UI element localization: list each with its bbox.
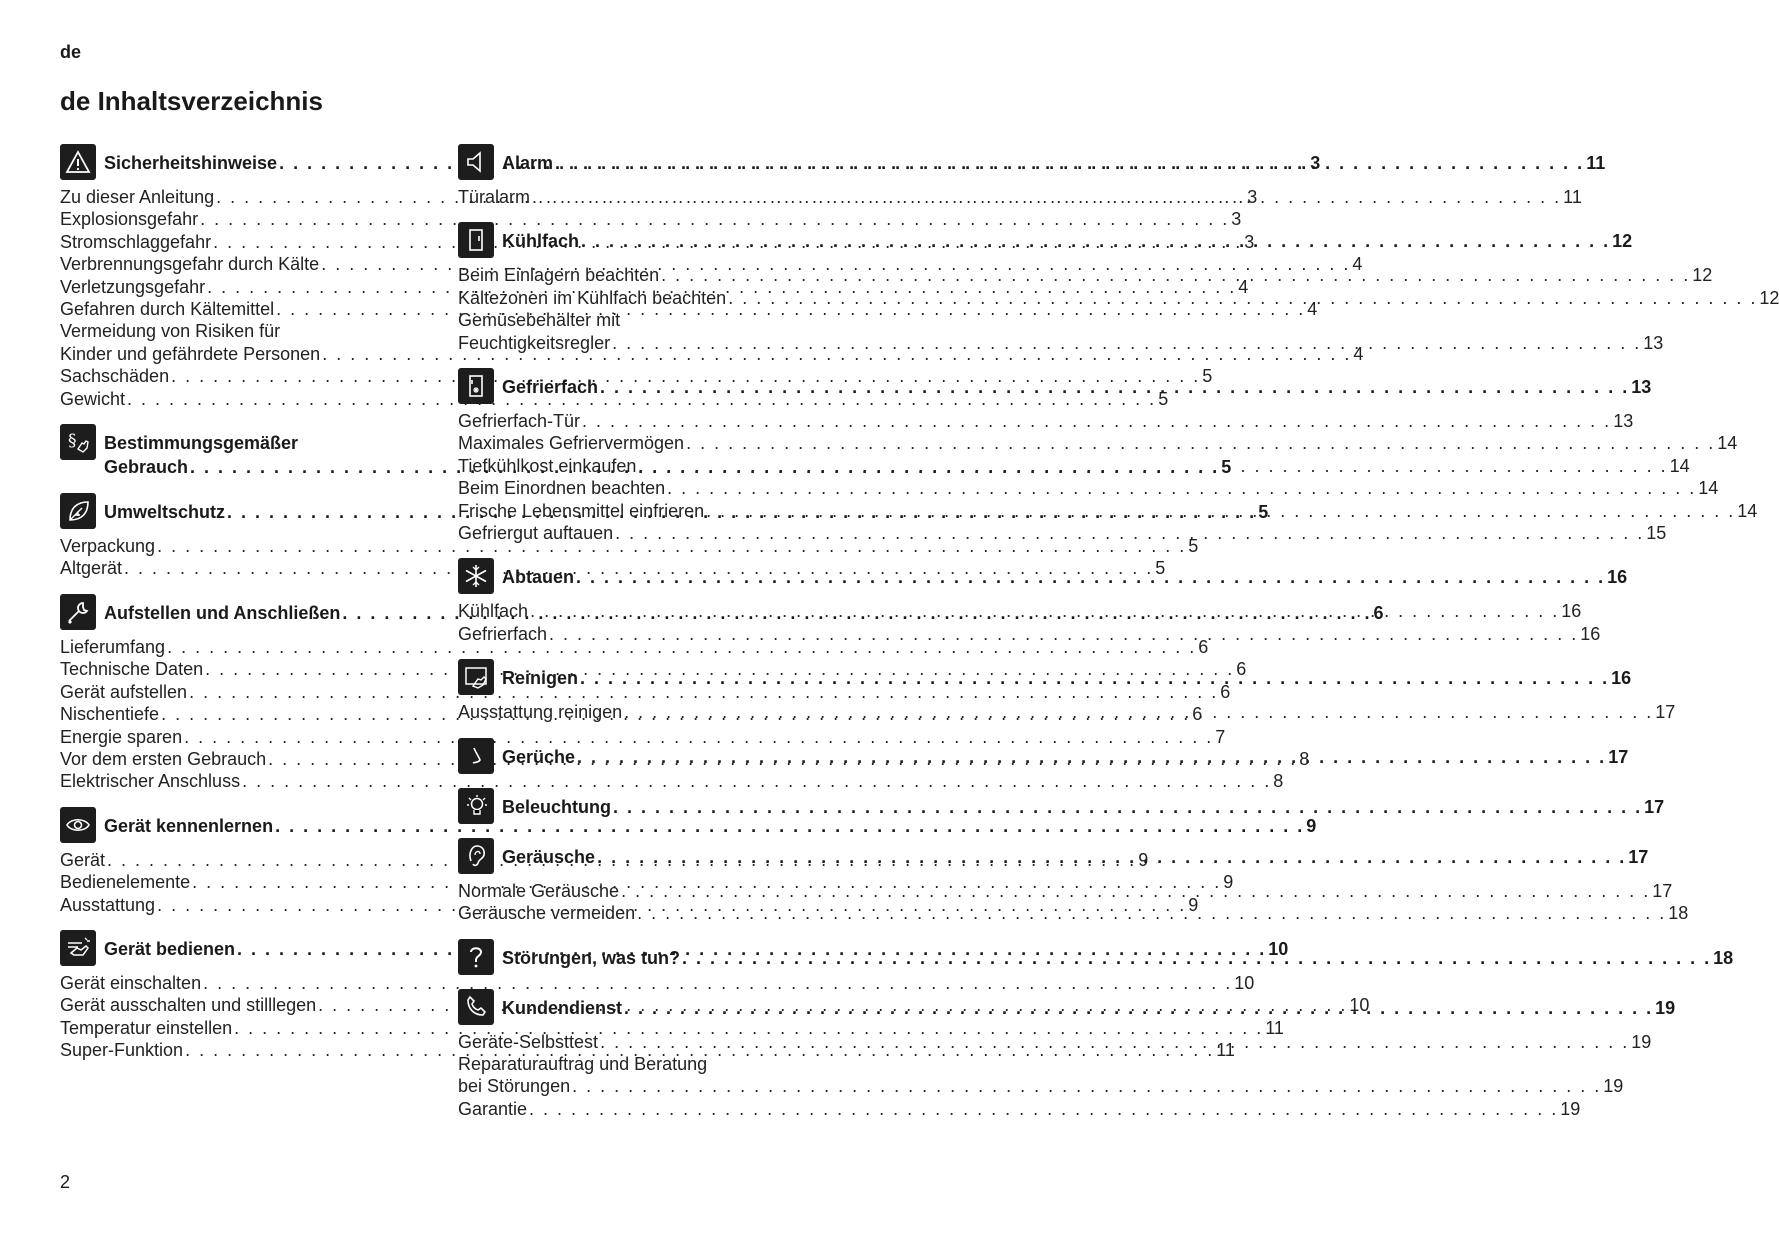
section-title <box>502 838 1648 869</box>
section-title <box>502 659 1631 690</box>
speaker-icon <box>458 144 494 180</box>
toc-section <box>458 738 1629 774</box>
toc-entry-page-number: 6 <box>1220 681 1231 702</box>
leader-dots <box>612 332 1641 354</box>
nose-icon <box>458 738 494 774</box>
toc-entry-text: Zu dieser Anleitung <box>60 187 215 207</box>
section-page-number: 5 <box>1258 502 1269 523</box>
toc-entry-text: Geräusche vermeiden <box>458 903 636 924</box>
section-title-text: Gerät bedienen <box>104 938 236 959</box>
phone-icon <box>458 989 494 1025</box>
toc-entry[interactable] <box>458 455 1690 477</box>
section-page-number: 13 <box>1631 377 1652 398</box>
snowflake-icon <box>458 558 494 594</box>
leader-dots <box>638 455 1667 477</box>
leader-dots <box>597 845 1626 869</box>
toc-entry-page-number: 7 <box>1215 726 1226 747</box>
toc-entry[interactable] <box>458 1098 1581 1120</box>
toc-entry[interactable] <box>458 522 1667 544</box>
toc-entry-text: Beim Einlagern beachten <box>458 265 660 286</box>
toc-entry-text: Gerät einschalten <box>60 972 202 993</box>
toc-section-heading[interactable] <box>458 558 1628 594</box>
toc-entry-text: Bedienelemente <box>60 872 191 893</box>
section-page-number: 16 <box>1607 567 1628 588</box>
toc-entry-page-number: 4 <box>1238 276 1249 297</box>
toc-entry[interactable] <box>60 972 1255 994</box>
toc-entry-text: Technische Daten <box>60 659 204 680</box>
toc-entry[interactable] <box>60 388 1169 410</box>
toc-entry[interactable] <box>458 500 1758 522</box>
section-title <box>502 558 1627 589</box>
section-page-number: 6 <box>1373 602 1384 623</box>
toc-entry-page-number: 11 <box>1265 1017 1284 1038</box>
toc-entry-page-number: 10 <box>1234 972 1255 993</box>
leader-dots <box>624 701 1653 723</box>
toc-entry-page-number: 9 <box>1138 849 1149 870</box>
leader-dots <box>637 902 1666 924</box>
toc-entry-page-number: 4 <box>1353 343 1364 364</box>
wrench-icon <box>60 594 96 630</box>
toc-entry-text: Verletzungsgefahr <box>60 276 206 297</box>
leader-dots <box>530 600 1559 622</box>
toc-entry-page-number: 5 <box>1188 536 1199 557</box>
section-title <box>502 989 1675 1020</box>
toc-entry[interactable] <box>458 1053 1624 1098</box>
toc-section <box>458 558 1628 645</box>
toc-entry-text: Frische Lebensmittel einfrieren <box>458 500 705 521</box>
toc-entry[interactable] <box>60 1017 1284 1039</box>
toc-entry-page-number: 9 <box>1223 872 1234 893</box>
toc-entry-page-number: 14 <box>1669 455 1690 476</box>
toc-entry-text: Kühlfach <box>458 601 529 622</box>
leader-dots <box>529 1098 1558 1120</box>
toc-entry-page-number: 6 <box>1198 636 1209 657</box>
toc-entry-text: Türalarm <box>458 187 531 207</box>
toc-entry-text: Vor dem ersten Gebrauch <box>60 748 267 769</box>
cleaning-hand-icon <box>458 659 494 695</box>
toc-entry[interactable] <box>458 701 1676 723</box>
hand-operating-icon <box>60 930 96 966</box>
toc-entry-page-number: 11 <box>1216 1040 1235 1061</box>
section-title-text: Gerät kennenlernen <box>104 815 274 836</box>
section-title-text: Umweltschutz <box>104 502 226 523</box>
fridge-door-icon <box>458 222 494 258</box>
toc-entry-text: Kinder und gefährdete Personen <box>60 343 321 364</box>
leader-dots <box>555 151 1584 175</box>
section-title-text: Beleuchtung <box>502 796 612 817</box>
toc-entry[interactable] <box>60 298 1318 320</box>
toc-entry-page-number: 5 <box>1158 388 1169 409</box>
leader-dots <box>532 186 1561 208</box>
toc-section <box>458 788 1665 824</box>
leader-dots <box>600 375 1629 399</box>
toc-section-heading[interactable] <box>458 738 1629 774</box>
leader-dots <box>682 946 1711 970</box>
toc-entry-text: Elektrischer Anschluss <box>60 771 241 792</box>
toc-entry-text: Ausstattung <box>60 894 156 915</box>
section-title-text: Störungen, was tun? <box>502 947 680 968</box>
toc-section-heading[interactable] <box>458 788 1665 824</box>
toc-entry-page-number: 6 <box>1192 704 1203 725</box>
toc-entry-page-number: 5 <box>1155 558 1166 579</box>
toc-entry-text: Gefrierfach-Tür <box>458 411 581 432</box>
toc-entry-text: Feuchtigkeitsregler <box>458 332 611 353</box>
leader-dots <box>549 623 1578 645</box>
toc-entry-page-number: 18 <box>1668 903 1689 924</box>
toc-entry-text: Verpackung <box>60 536 156 557</box>
section-page-number: 17 <box>1608 746 1629 767</box>
toc-entry-page-number: 4 <box>1307 299 1318 320</box>
section-title <box>502 222 1632 253</box>
section-title <box>502 788 1664 819</box>
toc-entry[interactable] <box>60 208 1242 230</box>
toc-entry-page-number: 13 <box>1643 332 1664 353</box>
leader-dots <box>667 477 1696 499</box>
toc-entry[interactable] <box>458 623 1601 645</box>
leader-dots <box>576 565 1605 589</box>
paragraph-hand-icon <box>60 424 96 460</box>
section-title-line: Bestimmungsgemäßer <box>104 433 299 454</box>
toc-entry[interactable] <box>458 880 1673 902</box>
toc-entry-text: Garantie <box>458 1098 528 1119</box>
section-title-text: Alarm <box>502 153 554 173</box>
leader-dots <box>621 880 1650 902</box>
toc-entry-page-number: 19 <box>1631 1031 1652 1052</box>
leader-dots <box>706 500 1735 522</box>
toc-section-heading[interactable] <box>60 807 1317 843</box>
warning-triangle-icon <box>60 144 96 180</box>
section-title-text: Kundendienst <box>502 997 622 1018</box>
toc-entry-text: Beim Einordnen beachten <box>458 478 666 499</box>
toc-entry[interactable] <box>458 287 1779 309</box>
toc-entry-text: Nischentiefe <box>60 704 160 725</box>
toc-entry-page-number: 11 <box>1563 187 1582 207</box>
toc-entry-text: Altgerät <box>60 558 123 579</box>
toc-entry-page-number: 17 <box>1655 702 1676 723</box>
toc-entry-page-number: 12 <box>1692 265 1713 286</box>
leader-dots <box>580 666 1609 690</box>
toc-entry-text: Explosionsgefahr <box>60 209 199 230</box>
toc-entry[interactable] <box>60 681 1231 703</box>
section-page-number: 19 <box>1655 997 1676 1018</box>
ear-icon <box>458 838 494 874</box>
toc-section-heading[interactable] <box>458 368 1652 404</box>
toc-entry-page-number: 5 <box>1202 366 1213 387</box>
section-title-text: Aufstellen und Anschließen <box>104 602 341 623</box>
leaf-icon <box>60 493 96 529</box>
toc-entry-page-number: 3 <box>1247 187 1258 207</box>
leader-dots <box>577 745 1606 769</box>
toc-entry-page-number: 3 <box>1231 209 1242 230</box>
toc-entry-text-line: Vermeidung von Risiken für <box>60 321 281 342</box>
freezer-icon <box>458 368 494 404</box>
leader-dots <box>686 432 1715 454</box>
toc-entry[interactable] <box>60 636 1209 658</box>
section-page-number: 16 <box>1611 668 1632 689</box>
toc-section-heading[interactable] <box>458 222 1633 258</box>
toc-entry-text: Sachschäden <box>60 366 170 387</box>
toc-entry[interactable] <box>458 410 1634 432</box>
toc-section <box>458 144 1606 208</box>
section-title-text: Geräusche <box>502 846 596 867</box>
section-title-text: Reinigen <box>502 668 579 689</box>
toc-entry-page-number: 3 <box>1244 231 1255 252</box>
section-title-text: Gerüche <box>502 746 576 767</box>
section-title-text: Gefrierfach <box>502 377 599 398</box>
toc-entry-page-number: 16 <box>1580 623 1601 644</box>
toc-entry[interactable] <box>60 770 1284 792</box>
toc-entry-page-number: 13 <box>1613 411 1634 432</box>
toc-entry-text: Gefriergut auftauen <box>458 523 614 544</box>
toc-entry-page-number: 17 <box>1652 880 1673 901</box>
section-page-number: 18 <box>1713 947 1734 968</box>
toc-entry-text: Normale Geräusche <box>458 880 620 901</box>
toc-entry[interactable] <box>458 186 1582 208</box>
leader-dots <box>613 795 1642 819</box>
toc-entry-text: Maximales Gefriervermögen <box>458 433 685 454</box>
toc-entry-page-number: 10 <box>1349 995 1370 1016</box>
toc-entry-page-number: 16 <box>1561 601 1582 622</box>
toc-entry-page-number: 12 <box>1759 287 1779 308</box>
toc-section-heading[interactable] <box>458 659 1632 695</box>
toc-entry-page-number: 9 <box>1188 894 1199 915</box>
leader-dots <box>572 1075 1601 1097</box>
toc-entry-page-number: 14 <box>1737 500 1758 521</box>
leader-dots <box>624 996 1653 1020</box>
section-title <box>502 368 1651 399</box>
toc-entry-text: Lieferumfang <box>60 636 166 657</box>
toc-entry-text: Gefahren durch Kältemittel <box>60 299 275 320</box>
section-page-number: 12 <box>1612 231 1633 252</box>
toc-entry-text: Ausstattung reinigen <box>458 702 623 723</box>
question-icon <box>458 939 494 975</box>
toc-entry-page-number: 14 <box>1698 478 1719 499</box>
toc-entry-text: Temperatur einstellen <box>60 1017 233 1038</box>
toc-entry-text-line: Gemüsebehälter mit <box>458 310 621 331</box>
leader-dots <box>728 287 1757 309</box>
svg-text:§: § <box>68 431 77 452</box>
toc-entry[interactable] <box>60 365 1213 387</box>
leader-dots <box>581 229 1610 253</box>
leader-dots <box>661 264 1690 286</box>
toc-section <box>458 838 1689 925</box>
toc-entry-text: Energie sparen <box>60 726 183 747</box>
toc-section-heading[interactable] <box>458 144 1606 180</box>
page-number: 2 <box>60 1172 71 1192</box>
language-tag: de <box>60 42 82 62</box>
toc-entry-text-line: Reparaturauftrag und Beratung <box>458 1053 708 1074</box>
toc-entry-page-number: 8 <box>1299 748 1310 769</box>
page-title: de Inhaltsverzeichnis <box>60 86 323 116</box>
toc-entry[interactable] <box>458 477 1719 499</box>
toc-section-heading[interactable] <box>458 838 1649 874</box>
toc-section <box>458 368 1758 544</box>
section-page-number: 9 <box>1306 815 1317 836</box>
toc-entry-text: Geräte-Selbsttest <box>458 1031 599 1052</box>
toc-entry-text: Gerät <box>60 849 106 870</box>
section-title-text: Abtauen <box>502 567 574 588</box>
section-title <box>502 144 1605 175</box>
toc-entry-page-number: 15 <box>1646 523 1667 544</box>
lightbulb-icon <box>458 788 494 824</box>
toc-entry[interactable] <box>458 902 1689 924</box>
eye-icon <box>60 807 96 843</box>
toc-entry[interactable] <box>60 535 1199 557</box>
toc-entry[interactable] <box>458 432 1738 454</box>
section-title-text: Sicherheitshinweise <box>104 153 278 173</box>
section-page-number: 5 <box>1221 457 1232 478</box>
section-page-number: 11 <box>1586 153 1606 173</box>
toc-entry[interactable] <box>458 309 1664 354</box>
section-page-number: 10 <box>1268 938 1289 959</box>
toc-entry-text: Stromschlaggefahr <box>60 231 212 252</box>
section-title <box>502 738 1628 769</box>
section-title <box>502 939 1733 970</box>
toc-entry-text: Super-Funktion <box>60 1040 184 1061</box>
toc-entry[interactable] <box>60 253 1363 275</box>
toc-entry-page-number: 6 <box>1236 659 1247 680</box>
toc-entry-text: Tiefkühlkost einkaufen <box>458 455 637 476</box>
section-page-number: 3 <box>1310 153 1321 173</box>
toc-entry-text: Kältezonen im Kühlfach beachten <box>458 287 727 308</box>
toc-section <box>458 659 1676 723</box>
toc-entry-text: Verbrennungsgefahr durch Kälte <box>60 254 320 275</box>
toc-entry-page-number: 14 <box>1717 433 1738 454</box>
section-page-number: 17 <box>1644 796 1665 817</box>
leader-dots <box>582 410 1611 432</box>
toc-entry[interactable] <box>60 726 1226 748</box>
section-page-number: 17 <box>1628 846 1649 867</box>
leader-dots <box>615 522 1644 544</box>
section-title-text: Gebrauch <box>104 457 189 478</box>
toc-entry-page-number: 4 <box>1352 254 1363 275</box>
toc-entry-text: Gerät aufstellen <box>60 681 188 702</box>
leader-dots <box>600 1031 1629 1053</box>
toc-entry-text: Gefrierfach <box>458 623 548 644</box>
toc-entry-page-number: 19 <box>1603 1076 1624 1097</box>
toc-entry-page-number: 8 <box>1273 771 1284 792</box>
toc-entry[interactable] <box>458 264 1713 286</box>
toc-entry[interactable] <box>458 600 1582 622</box>
toc-entry-text: Gerät ausschalten und stilllegen <box>60 995 317 1016</box>
toc-entry-text: Gewicht <box>60 388 126 409</box>
section-title-text: Kühlfach <box>502 231 580 252</box>
toc-entry-text: bei Störungen <box>458 1076 571 1097</box>
toc-section <box>458 222 1779 354</box>
toc-entry-page-number: 19 <box>1560 1098 1581 1119</box>
